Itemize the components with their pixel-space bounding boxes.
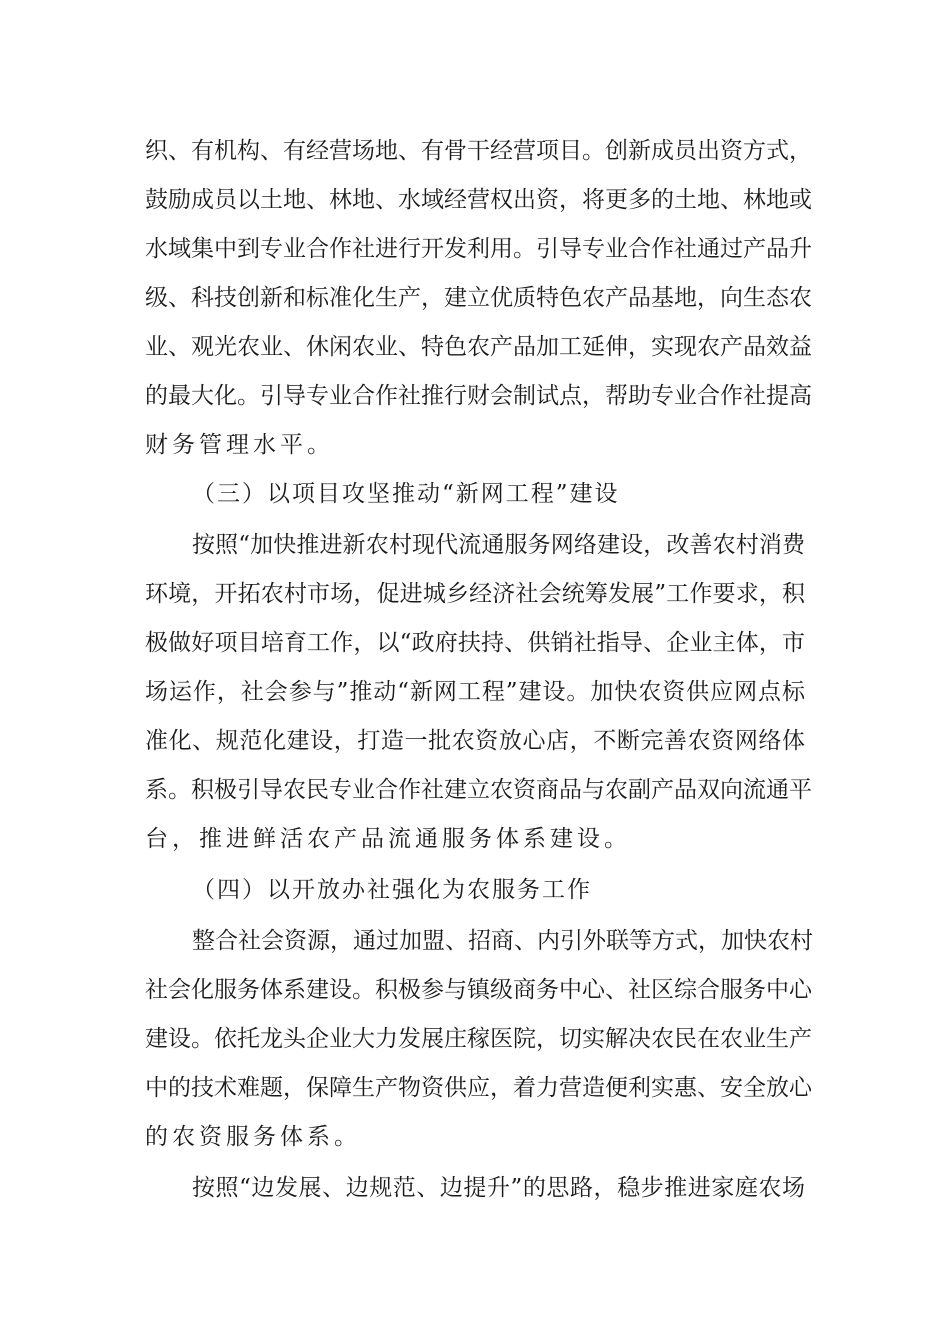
section-heading: （三）以项目攻坚推动“新网工程”建设 <box>192 481 620 507</box>
body-text-line: 环境，开拓农村市场，促进城乡经济社会统筹发展”工作要求，积 <box>145 581 805 607</box>
body-text-line: 中的技术难题，保障生产物资供应，着力营造便利实惠、安全放心 <box>145 1075 812 1101</box>
body-text-line: 系。积极引导农民专业合作社建立农资商品与农副产品双向流通平 <box>145 777 812 803</box>
body-text-line: 场运作，社会参与”推动“新网工程”建设。加快农资供应网点标 <box>145 679 805 705</box>
body-text-line: 财务管理水平。 <box>145 432 334 458</box>
section-heading: （四）以开放办社强化为农服务工作 <box>192 877 592 903</box>
body-text-line: 的最大化。引导专业合作社推行财会制试点，帮助专业合作社提高 <box>145 383 812 409</box>
body-text-line: 社会化服务体系建设。积极参与镇级商务中心、社区综合服务中心 <box>145 977 812 1003</box>
body-text-line: 级、科技创新和标准化生产，建立优质特色农产品基地，向生态农 <box>145 285 812 311</box>
body-text-line: 鼓励成员以土地、林地、水域经营权出资，将更多的土地、林地或 <box>145 187 812 213</box>
body-text-line: 水域集中到专业合作社进行开发利用。引导专业合作社通过产品升 <box>145 236 812 262</box>
body-text-line: 准化、规范化建设，打造一批农资放心店，不断完善农资网络体 <box>145 728 805 754</box>
body-text-line: 业、观光农业、休闲农业、特色农产品加工延伸，实现农产品效益 <box>145 334 812 360</box>
body-text-line: 按照“加快推进新农村现代流通服务网络建设，改善农村消费 <box>192 532 805 558</box>
body-text-line: 织、有机构、有经营场地、有骨干经营项目。创新成员出资方式， <box>145 138 812 164</box>
body-text-line: 台，推进鲜活农产品流通服务体系建设。 <box>145 826 631 852</box>
body-text-line: 极做好项目培育工作，以“政府扶持、供销社指导、企业主体，市 <box>145 630 805 656</box>
body-text-line: 整合社会资源，通过加盟、招商、内引外联等方式，加快农村 <box>192 928 813 954</box>
body-text-line: 的农资服务体系。 <box>145 1124 361 1150</box>
body-text-line: 建设。依托龙头企业大力发展庄稼医院，切实解决农民在农业生产 <box>145 1026 812 1052</box>
body-text-line: 按照“边发展、边规范、边提升”的思路，稳步推进家庭农场 <box>192 1175 805 1201</box>
